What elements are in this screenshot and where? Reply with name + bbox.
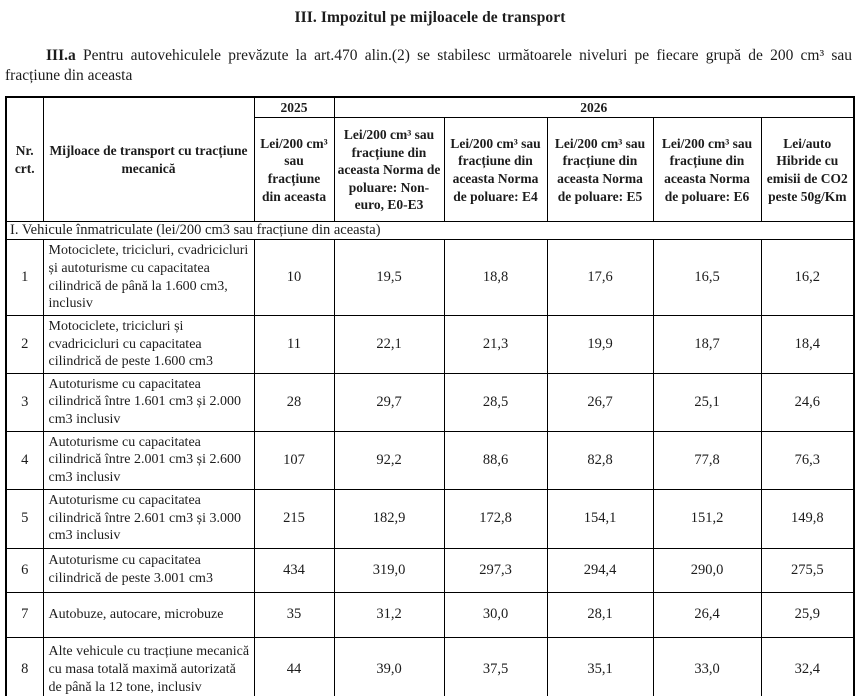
rate-2026-e5-cell: 17,6 — [547, 240, 653, 316]
rate-2026-noneuro-cell: 39,0 — [334, 637, 444, 696]
rate-2025-cell: 215 — [254, 489, 334, 548]
col-header-nr: Nr. crt. — [6, 97, 43, 222]
rate-2025-cell: 35 — [254, 592, 334, 637]
rate-2026-e4-cell: 18,8 — [444, 240, 547, 316]
rate-2026-e6-cell: 77,8 — [653, 431, 761, 489]
rate-2026-noneuro-cell: 92,2 — [334, 431, 444, 489]
col-header-2026-e6: Lei/200 cm³ sau fracțiune din aceasta Norma de poluare: E6 — [653, 118, 761, 222]
rate-2026-e5-cell: 154,1 — [547, 489, 653, 548]
rate-2026-noneuro-cell: 22,1 — [334, 315, 444, 373]
rate-2026-hybrid-cell: 76,3 — [761, 431, 854, 489]
table-row — [6, 592, 854, 637]
intro-paragraph — [5, 46, 852, 87]
rate-2026-e4-cell: 21,3 — [444, 315, 547, 373]
col-header-2026-noneuro: Lei/200 cm³ sau fracțiune din aceasta Norma de poluare: Non-euro, E0-E3 — [334, 118, 444, 222]
rate-2026-e5-cell: 19,9 — [547, 315, 653, 373]
rate-2026-hybrid-cell: 149,8 — [761, 489, 854, 548]
row-number-cell: 1 — [6, 240, 43, 316]
rate-2026-noneuro-cell: 319,0 — [334, 548, 444, 592]
vehicle-description-cell: Motociclete, tricicluri și cvadricicluri cu capacitatea cilindrică de peste 1.600 cm3 — [43, 315, 254, 373]
rate-2025-cell: 434 — [254, 548, 334, 592]
col-header-2026-hybrid: Lei/auto Hibride cu emisii de CO2 peste 50g/Km — [761, 118, 854, 222]
rate-2025-cell: 10 — [254, 240, 334, 316]
rate-2026-noneuro-cell: 29,7 — [334, 373, 444, 431]
document-title: III. Impozitul pe mijloacele de transport — [294, 9, 566, 26]
rate-2026-e5-cell: 294,4 — [547, 548, 653, 592]
rate-2026-hybrid-cell: 32,4 — [761, 637, 854, 696]
section-row — [6, 222, 854, 240]
rate-2026-e4-cell: 88,6 — [444, 431, 547, 489]
table-row — [6, 489, 854, 548]
vehicle-description-cell: Motociclete, tricicluri, cvadricicluri și autoturisme cu capacitatea cilindrică de până la 1.600 cm3, inclusiv — [43, 240, 254, 316]
intro-label: III.a — [46, 47, 76, 64]
col-header-2025-rate: Lei/200 cm³ sau fracțiune din aceasta — [254, 118, 334, 222]
table-row — [6, 431, 854, 489]
year-header-2026: 2026 — [334, 97, 854, 118]
rate-2026-noneuro-cell: 31,2 — [334, 592, 444, 637]
table-row — [6, 240, 854, 316]
table-row — [6, 373, 854, 431]
rate-2026-e6-cell: 18,7 — [653, 315, 761, 373]
rate-2025-cell: 107 — [254, 431, 334, 489]
rate-2026-noneuro-cell: 19,5 — [334, 240, 444, 316]
year-header-2025: 2025 — [254, 97, 334, 118]
rate-2026-e5-cell: 28,1 — [547, 592, 653, 637]
rate-2026-e4-cell: 37,5 — [444, 637, 547, 696]
row-number-cell: 2 — [6, 315, 43, 373]
row-number-cell: 8 — [6, 637, 43, 696]
vehicle-description-cell: Autoturisme cu capacitatea cilindrică între 2.601 cm3 și 3.000 cm3 inclusiv — [43, 489, 254, 548]
row-number-cell: 5 — [6, 489, 43, 548]
row-number-cell: 6 — [6, 548, 43, 592]
row-number-cell: 4 — [6, 431, 43, 489]
section-title: I. Vehicule înmatriculate (lei/200 cm3 sau fracțiune din aceasta) — [6, 222, 854, 240]
rate-2025-cell: 11 — [254, 315, 334, 373]
rate-2025-cell: 44 — [254, 637, 334, 696]
row-number-cell: 7 — [6, 592, 43, 637]
vehicle-description-cell: Autobuze, autocare, microbuze — [43, 592, 254, 637]
rate-2025-cell: 28 — [254, 373, 334, 431]
vehicle-description-cell: Autoturisme cu capacitatea cilindrică de peste 3.001 cm3 — [43, 548, 254, 592]
rate-2026-e6-cell: 16,5 — [653, 240, 761, 316]
rate-2026-e6-cell: 26,4 — [653, 592, 761, 637]
col-header-transport: Mijloace de transport cu tracțiune mecanică — [43, 97, 254, 222]
rate-2026-hybrid-cell: 24,6 — [761, 373, 854, 431]
col-header-2026-e5: Lei/200 cm³ sau fracțiune din aceasta Norma de poluare: E5 — [547, 118, 653, 222]
row-number-cell: 3 — [6, 373, 43, 431]
rate-2026-hybrid-cell: 16,2 — [761, 240, 854, 316]
rate-2026-e6-cell: 33,0 — [653, 637, 761, 696]
rate-2026-e6-cell: 290,0 — [653, 548, 761, 592]
rate-2026-noneuro-cell: 182,9 — [334, 489, 444, 548]
table-header-year-row — [6, 97, 854, 118]
rate-2026-e4-cell: 30,0 — [444, 592, 547, 637]
rate-2026-e5-cell: 35,1 — [547, 637, 653, 696]
rate-2026-e4-cell: 28,5 — [444, 373, 547, 431]
table-row — [6, 548, 854, 592]
rate-2026-e4-cell: 172,8 — [444, 489, 547, 548]
rate-2026-hybrid-cell: 25,9 — [761, 592, 854, 637]
rate-2026-e6-cell: 151,2 — [653, 489, 761, 548]
rate-2026-hybrid-cell: 18,4 — [761, 315, 854, 373]
col-header-2026-e4: Lei/200 cm³ sau fracțiune din aceasta Norma de poluare: E4 — [444, 118, 547, 222]
table-row — [6, 315, 854, 373]
vehicle-description-cell: Autoturisme cu capacitatea cilindrică între 1.601 cm3 și 2.000 cm3 inclusiv — [43, 373, 254, 431]
intro-text: Pentru autovehiculele prevăzute la art.470 alin.(2) se stabilesc următoarele niveluri pe fiecare grupă de 200 cm³ sau fracțiune din aceasta — [5, 47, 852, 85]
tax-table — [5, 96, 855, 696]
rate-2026-e5-cell: 82,8 — [547, 431, 653, 489]
vehicle-description-cell: Alte vehicule cu tracțiune mecanică cu masa totală maximă autorizată de până la 12 tone, inclusiv — [43, 637, 254, 696]
rate-2026-hybrid-cell: 275,5 — [761, 548, 854, 592]
rate-2026-e5-cell: 26,7 — [547, 373, 653, 431]
rate-2026-e4-cell: 297,3 — [444, 548, 547, 592]
rate-2026-e6-cell: 25,1 — [653, 373, 761, 431]
table-row — [6, 637, 854, 696]
vehicle-description-cell: Autoturisme cu capacitatea cilindrică între 2.001 cm3 și 2.600 cm3 inclusiv — [43, 431, 254, 489]
